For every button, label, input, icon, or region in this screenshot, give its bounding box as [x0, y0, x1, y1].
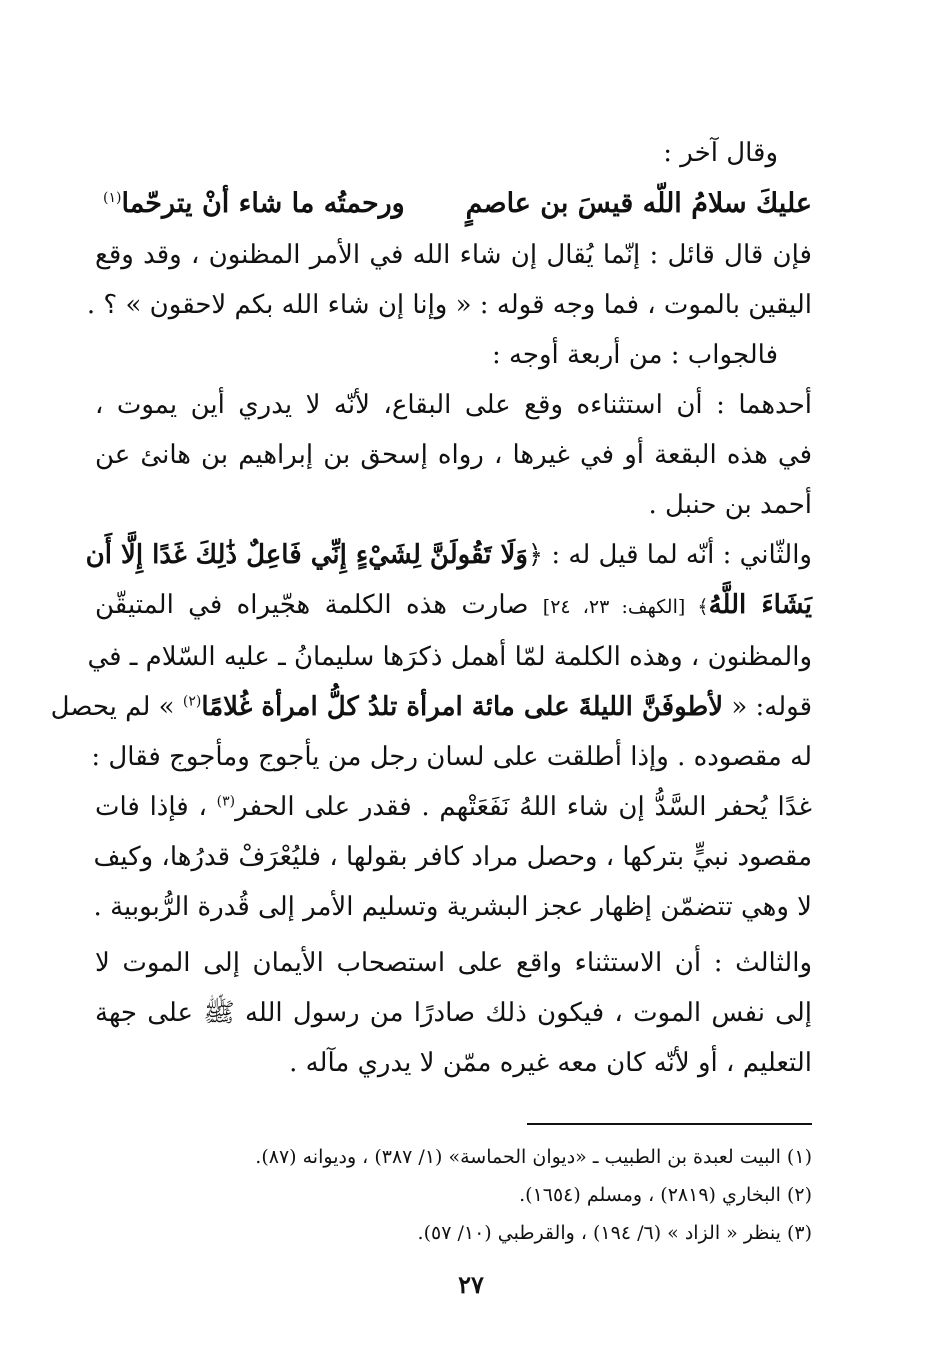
- paragraph-line: في هذه البقعة أو في غيرها ، رواه إسحق بن إبراهيم بن هانئ عن: [95, 440, 812, 470]
- hadith-lead: قوله: «: [723, 692, 812, 722]
- paragraph-line: له مقصوده . وإذا أطلقت على لسان رجل من يأجوج ومأجوج فقال :: [91, 742, 812, 772]
- hadith-line: [50, 682, 812, 732]
- verse-intro: وقال آخر :: [663, 138, 778, 168]
- paragraph-line-with-note: [95, 782, 812, 832]
- paragraph-line: اليقين بالموت ، فما وجه قوله : « وإنا إن شاء الله بكم لاحقون » ؟ .: [86, 290, 812, 320]
- quran-verse-text: وَلَا تَقُولَنَّ لِشَيْءٍ إِنِّي فَاعِلٌ ذَٰلِكَ غَدًا إِلَّا أَن: [85, 540, 528, 570]
- page-number: ٢٧: [458, 1270, 484, 1299]
- hadith-continuation: » لم يحصل: [50, 692, 183, 722]
- paragraph-line: والمظنون ، وهذه الكلمة لمّا أهمل ذكرَها سليمانُ ـ عليه السّلام ـ في: [87, 642, 812, 672]
- paragraph-line: إلى نفس الموت ، فيكون ذلك صادرًا من رسول الله ﷺ على جهة: [95, 998, 812, 1028]
- verse-hemistich-1: عليكَ سلامُ اللّه قيسَ بن عاصمٍ: [465, 188, 812, 219]
- paragraph-line: أحمد بن حنبل .: [648, 490, 812, 520]
- footnote-2: (٢) البخاري (٢٨١٩) ، ومسلم (١٦٥٤).: [519, 1184, 812, 1206]
- footnote-1: (١) البيت لعبدة بن الطبيب ـ «ديوان الحماسة» (١/ ٣٨٧) ، وديوانه (٨٧).: [255, 1146, 812, 1168]
- second-point-lead: والثّاني : أنّه لما قيل له : ﴿: [527, 540, 812, 570]
- answer-heading: فالجواب : من أربعة أوجه :: [491, 340, 778, 370]
- page-body: [50, 128, 812, 1088]
- poetry-verse: [95, 178, 812, 230]
- hadith-text: لأطوفَنَّ الليلةَ على مائة امرأة تلدُ كلُّ امرأة غُلامًا: [201, 692, 724, 722]
- footnote-marker-2: (٢): [182, 693, 202, 710]
- paragraph-line: فإن قال قائل : إنّما يُقال إن شاء الله في الأمر المظنون ، وقد وقع: [95, 240, 812, 270]
- footnotes: [95, 1138, 812, 1252]
- paragraph-line: التعليم ، أو لأنّه كان معه غيره ممّن لا يدري مآله .: [289, 1048, 812, 1078]
- footnote-divider: [527, 1123, 812, 1125]
- paragraph-line: مقصود نبيٍّ بتركها ، وحصل مراد كافر بقولها ، فليُعْرَفْ قدرُها، وكيف: [93, 842, 812, 872]
- paragraph-text: ، فإذا فات: [95, 792, 217, 822]
- second-point-line-2: [95, 580, 812, 632]
- paragraph-text: غدًا يُحفر السَّدُّ إن شاء اللهُ نَفَعَتْهم . فقدر على الحفر: [235, 792, 812, 822]
- quran-reference: ﴾ [الكهف: ٢٣، ٢٤]: [542, 596, 709, 618]
- footnote-marker-1: (١): [103, 190, 122, 206]
- second-point-line-1: [85, 530, 812, 580]
- second-point-continuation: صارت هذه الكلمة هجّيراه في المتيقّن: [95, 590, 543, 620]
- paragraph-line: لا وهي تتضمّن إظهار عجز البشرية وتسليم الأمر إلى قُدرة الرُّبوبية .: [93, 892, 812, 922]
- verse-hemistich-2: ورحمتُه ما شاء أنْ يترحّما: [121, 188, 405, 219]
- quran-verse-text-end: يَشَاءَ اللَّهُ: [708, 590, 812, 620]
- footnote-3: (٣) ينظر « الزاد » (٦/ ١٩٤) ، والقرطبي (١٠/ ٥٧).: [417, 1222, 812, 1244]
- footnote-marker-3: (٣): [216, 793, 236, 810]
- verse-hemistich-2-wrap: [103, 178, 405, 230]
- paragraph-line: والثالث : أن الاستثناء واقع على استصحاب الأيمان إلى الموت لا: [95, 948, 812, 978]
- paragraph-line: أحدهما : أن استثناءه وقع على البقاع، لأنّه لا يدري أين يموت ،: [95, 390, 812, 420]
